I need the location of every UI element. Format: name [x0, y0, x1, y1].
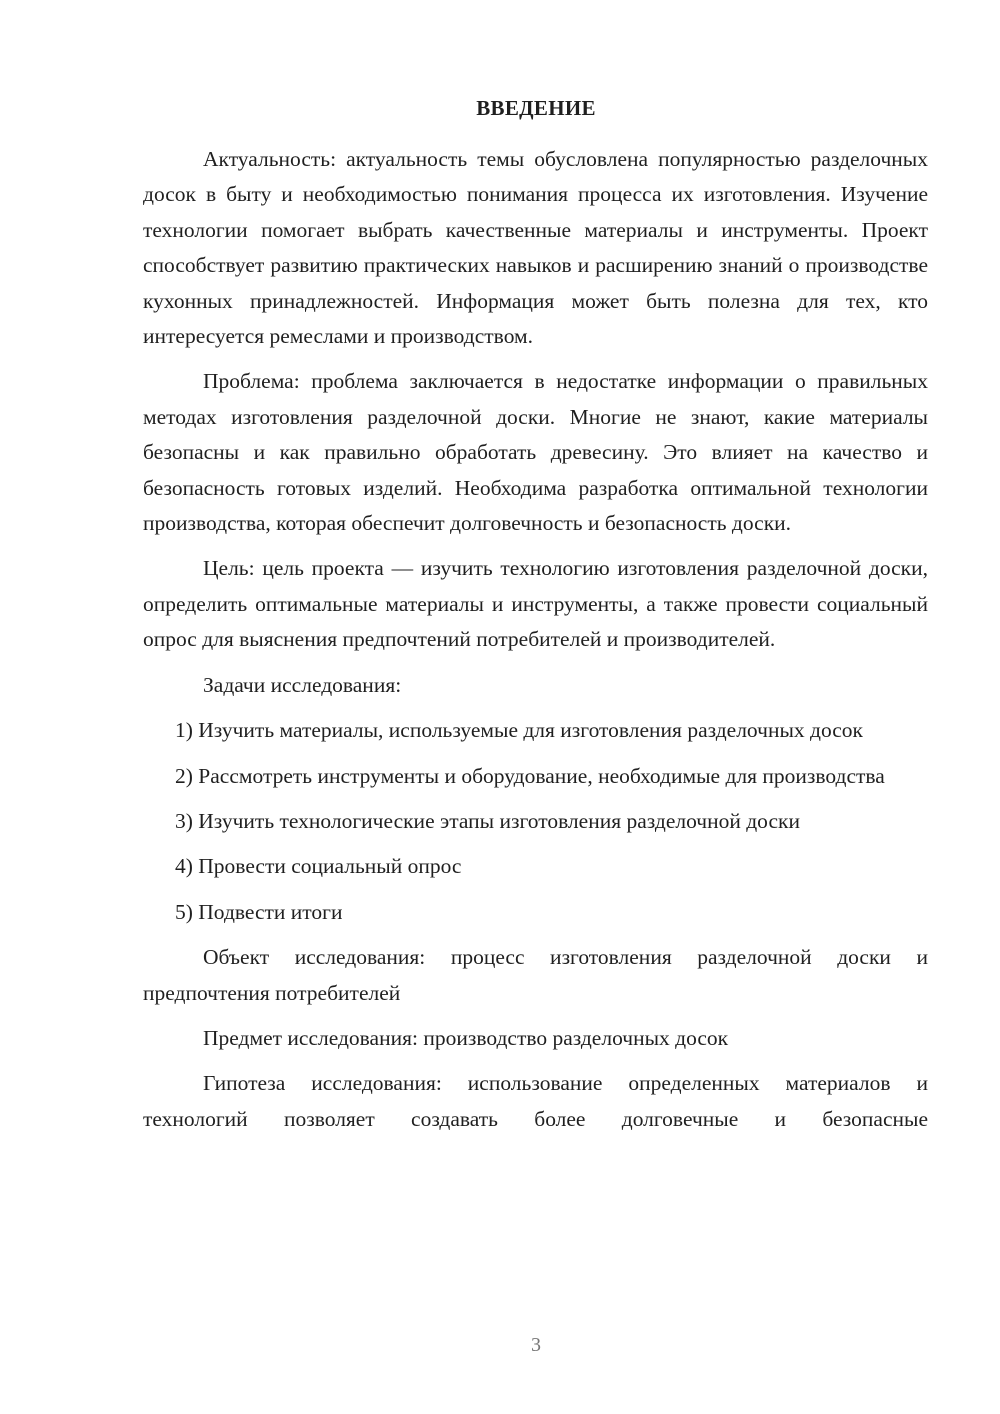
paragraph-hypothesis: Гипотеза исследования: использование определенных материалов и технологий позволяет создавать более долговечные и безопасные [143, 1071, 928, 1131]
paragraph-problem: Проблема: проблема заключается в недостатке информации о правильных методах изготовления разделочной доски. Многие не знают, какие материалы безопасны и как правильно обработать древесину. Это влияет на качество и безопасность готовых изделий. Необходима разработка оптимальной технологии производства, которая обеспечит долговечность и безопасность доски. [143, 369, 928, 536]
page-number: 3 [531, 1334, 541, 1356]
page-body [143, 142, 928, 1147]
paragraph-object: Объект исследования: процесс изготовления разделочной доски и предпочтения потребителей [143, 945, 928, 1005]
tasks-heading: Задачи исследования: [203, 672, 402, 697]
paragraph-goal: Цель: цель проекта — изучить технологию изготовления разделочной доски, определить оптимальные материалы и инструменты, а также провести социальный опрос для выяснения предпочтений потребителей и производителей. [143, 556, 928, 652]
task-item-3: 3) Изучить технологические этапы изготовления разделочной доски [175, 808, 800, 833]
paragraph-relevance: Актуальность: актуальность темы обусловлена популярностью разделочных досок в быту и необходимостью понимания процесса их изготовления. Изучение технологии помогает выбрать качественные материалы и инструменты. Проект способствует развитию практических навыков и расширению знаний о производстве кухонных принадлежностей. Информация может быть полезна для тех, кто интересуется ремеслами и производством. [143, 147, 928, 349]
task-item-2: 2) Рассмотреть инструменты и оборудование, необходимые для производства [175, 763, 885, 788]
section-heading: ВВЕДЕНИЕ [476, 96, 596, 120]
task-item-4: 4) Провести социальный опрос [175, 854, 462, 879]
task-item-5: 5) Подвести итоги [175, 899, 343, 924]
paragraph-subject: Предмет исследования: производство разделочных досок [203, 1025, 729, 1050]
task-item-1: 1) Изучить материалы, используемые для изготовления разделочных досок [175, 718, 863, 743]
